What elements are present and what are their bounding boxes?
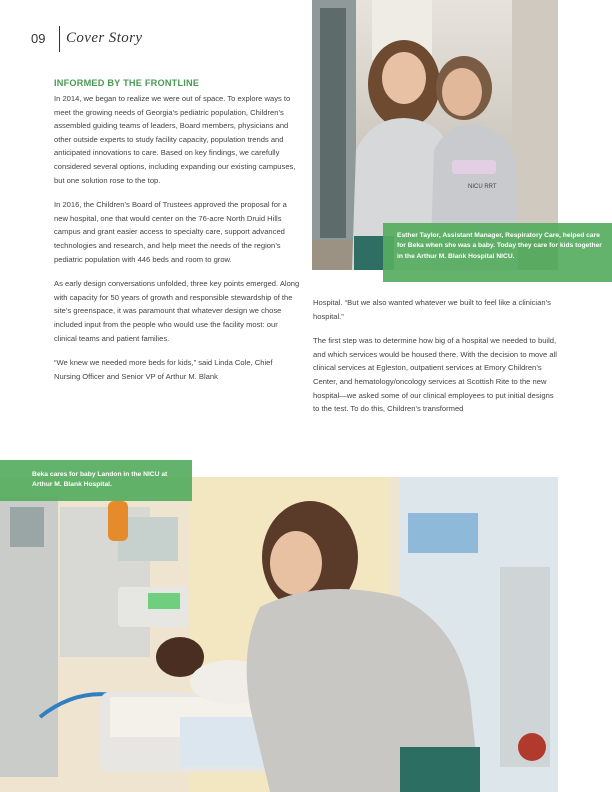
section-title: Cover Story: [66, 30, 143, 46]
paragraph: In 2014, we began to realize we were out of space. To explore ways to meet the growing needs of Georgia’s pediatric population, Children’s assembled guiding teams of leaders, Board members, physicians and other outside experts to study facility capacity, population trends and anticipated innovations to care. Based on key findings, we carefully considered several options, including expanding our existing campuses, but one solution rose to the top.: [54, 94, 296, 185]
photo-caption-bottom: Beka cares for baby Landon in the NICU at Arthur M. Blank Hospital.: [0, 460, 192, 501]
paragraph: The first step was to determine how big of a hospital we needed to build, and which services would be housed there. With the decision to move all clinical services at Egleston, outpatient services at Emory Children’s Center, and hematology/oncology services at Scottish Rite to the new hospital—we asked some of our clinical employees to put initial designs to the test. To do this, Children’s transformed: [313, 336, 557, 414]
photo-caption-top: Esther Taylor, Assistant Manager, Respiratory Care, helped care for Beka when she was a baby. Today they care for kids together in the Arthur M. Blank Hospital NICU.: [383, 223, 612, 282]
article-left-column: [54, 92, 300, 394]
paragraph: In 2016, the Children’s Board of Trustees approved the proposal for a new hospital, one that would center on the 76-acre North Druid Hills campus and grant easier access to specialty care, support advanced technologies and research, and help meet the needs of the region’s pediatric population with 446 beds and room to grow.: [54, 200, 287, 264]
paragraph: “We knew we needed more beds for kids,” said Linda Cole, Chief Nursing Officer and Senior VP of Arthur M. Blank: [54, 358, 273, 381]
paragraph: As early design conversations unfolded, three key points emerged. Along with capacity for 50 years of growth and responsible stewardship of the site’s greenspace, it was paramount that whatever design we chose included input from the people who would use the facility most: our clinical teams and patient families.: [54, 279, 300, 343]
photo-nicu-scene: [0, 477, 558, 792]
article-subheading: INFORMED BY THE FRONTLINE: [54, 78, 200, 88]
paragraph: Hospital. “But we also wanted whatever we built to feel like a clinician’s hospital.”: [313, 298, 551, 321]
shirt-label: NICU RRT: [468, 184, 497, 190]
page-number: 09: [31, 31, 46, 46]
header-divider: [59, 26, 60, 52]
article-right-column: [313, 296, 559, 427]
